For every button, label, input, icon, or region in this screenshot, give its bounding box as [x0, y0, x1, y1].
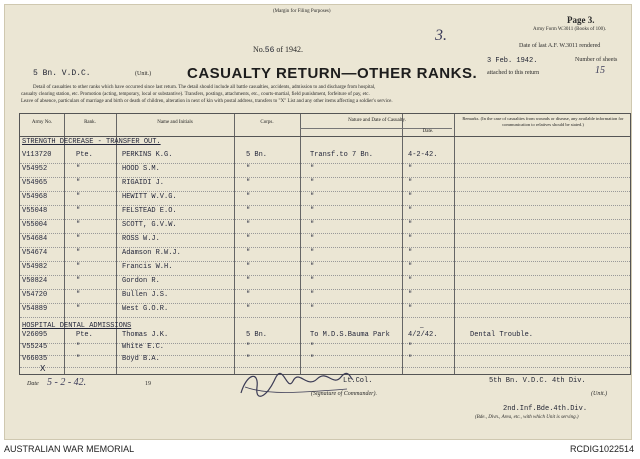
footer-bde-label: (Bde., Divn., Area, etc., with which Unit is serving.) [475, 415, 579, 420]
cell-rank: " [76, 179, 81, 187]
table-row [20, 262, 630, 276]
form-title: CASUALTY RETURN—OTHER RANKS. [187, 65, 478, 82]
cell-nature: " [310, 291, 315, 299]
col-nature: Nature and Date of Casualty. [348, 118, 406, 123]
table-row [20, 206, 630, 220]
unit-label: (Unit.) [135, 71, 152, 77]
cell-nature: " [310, 343, 315, 351]
cell-name: Gordon R. [122, 277, 160, 285]
instructions-line-1: Detail of casualties to other ranks which have occurred since last return. The detail should include all battle casualties, accidents, admission to and discharge from hospital, [33, 85, 376, 90]
instructions-line-2: casualty clearing station, etc. Promotion (acting, temporary, local or substantive). Transfers, postings, attachments, etc., courts-martial, field punishment, forfeiture of pay, etc. [21, 92, 370, 97]
table-row [20, 192, 630, 206]
table-row [20, 276, 630, 290]
cell-corps: " [246, 277, 251, 285]
cell-rank: " [76, 249, 81, 257]
cell-nature: " [310, 165, 315, 173]
cell-date: " [408, 355, 413, 363]
cell-rank: " [76, 291, 81, 299]
commander-rank: Lt.Col. [343, 377, 373, 385]
cell-army-no: V54952 [22, 165, 48, 173]
table-row [20, 220, 630, 234]
table-row [20, 164, 630, 178]
cell-name: HEWITT W.V.G. [122, 193, 177, 201]
cell-army-no: V54965 [22, 179, 48, 187]
footer-bde-value: 2nd.Inf.Bde.4th.Div. [503, 405, 588, 413]
form-sheet [4, 4, 632, 440]
cell-date: " [408, 263, 413, 271]
table-row [20, 248, 630, 262]
cell-date: " [408, 277, 413, 285]
cell-name: Adamson R.W.J. [122, 249, 181, 257]
footer-year-prefix: 19 [145, 381, 151, 387]
cell-army-no: V55245 [22, 343, 48, 351]
handwritten-number: 3. [435, 27, 447, 44]
cell-nature: " [310, 277, 315, 285]
cell-corps: " [246, 291, 251, 299]
cell-name: PERKINS K.G. [122, 151, 173, 159]
casualty-table [19, 113, 631, 375]
cell-date: " [408, 193, 413, 201]
cell-date: " [408, 179, 413, 187]
cell-corps: " [246, 305, 251, 313]
cell-nature: " [310, 179, 315, 187]
cell-remarks: Dental Trouble. [470, 331, 534, 339]
cell-rank: " [76, 207, 81, 215]
section-hospital: HOSPITAL DENTAL ADMISSIONS [22, 322, 132, 330]
section-transfer-out: STRENGTH DECREASE - TRANSFER OUT. [22, 138, 161, 146]
cell-nature: To M.D.S.Bauma Park [310, 331, 390, 339]
margin-note: (Margin for Filing Purposes) [273, 9, 331, 14]
cell-nature: " [310, 221, 315, 229]
cell-nature: " [310, 263, 315, 271]
cell-name: White E.C. [122, 343, 165, 351]
instructions-line-3: Leave of absence, particulars of marriage and birth or death of children, alteration in next of kin with postal address, transfers to "X" List and any other items affecting a soldier's service. [21, 99, 393, 104]
cell-date: " [408, 291, 413, 299]
table-row [20, 304, 630, 318]
footer-unit-label: (Unit.) [591, 391, 608, 397]
row-rule [20, 317, 630, 318]
cell-rank: " [76, 165, 81, 173]
cell-nature: " [310, 249, 315, 257]
cell-rank: Pte. [76, 331, 93, 339]
unit-value: 5 Bn. V.D.C. [33, 69, 91, 78]
cell-date: 4/2/42. [408, 331, 438, 339]
cell-corps: 5 Bn. [246, 331, 268, 339]
cell-rank: " [76, 263, 81, 271]
table-row [20, 354, 630, 368]
cell-name: Thomas J.K. [122, 331, 169, 339]
sheets-value: 15 [595, 65, 605, 76]
cell-corps: " [246, 207, 251, 215]
table-row [20, 150, 630, 164]
cell-army-no: V55048 [22, 207, 48, 215]
end-mark: X [40, 364, 46, 374]
cell-date: 4-2-42. [408, 151, 438, 159]
cell-date: " [408, 305, 413, 313]
cell-army-no: V54968 [22, 193, 48, 201]
footer-date-value: 5 - 2 - 42. [47, 377, 87, 388]
cell-rank: " [76, 355, 81, 363]
cell-corps: 5 Bn. [246, 151, 268, 159]
footer-unit-value: 5th Bn. V.D.C. 4th Div. [489, 377, 586, 385]
table-row [20, 178, 630, 192]
caption-bar [0, 440, 640, 459]
cell-nature: " [310, 193, 315, 201]
col-army-no: Army No. [31, 120, 53, 125]
cell-army-no: V66035 [22, 355, 48, 363]
cell-nature: " [310, 235, 315, 243]
cell-nature: " [310, 207, 315, 215]
cell-name: SCOTT, G.V.W. [122, 221, 177, 229]
cell-rank: " [76, 305, 81, 313]
section-hospital-marker: — [420, 324, 424, 331]
cell-army-no: V26095 [22, 331, 48, 339]
attached-label: attached to this return [487, 70, 540, 76]
cell-name: FELSTEAD E.O. [122, 207, 177, 215]
cell-army-no: V54982 [22, 263, 48, 271]
sheets-label: Number of sheets [575, 57, 618, 63]
col-remarks: Remarks. (In the case of casualties from wounds or disease, any available information for communication to relatives should be stated.) [462, 116, 624, 127]
return-number: No.56 of 1942. [253, 45, 304, 55]
page-label: Page 3. [567, 15, 595, 25]
cell-army-no: V54684 [22, 235, 48, 243]
form-label: Army Form W.3011 (Books of 100). [533, 27, 607, 32]
last-return-date-value: 3 Feb. 1942. [487, 57, 538, 65]
cell-rank: " [76, 277, 81, 285]
cell-corps: " [246, 249, 251, 257]
footer-date-label: Date [27, 381, 39, 387]
cell-nature: Transf.to 7 Bn. [310, 151, 374, 159]
cell-name: Bullen J.S. [122, 291, 169, 299]
cell-army-no: V50824 [22, 277, 48, 285]
col-rank: Rank. [84, 120, 96, 125]
cell-name: RIGAIDI J. [122, 179, 165, 187]
cell-rank: Pte. [76, 151, 93, 159]
cell-date: " [408, 249, 413, 257]
cell-rank: " [76, 193, 81, 201]
cell-army-no: V54889 [22, 305, 48, 313]
table-row [20, 290, 630, 304]
cell-name: Francis W.H. [122, 263, 173, 271]
cell-corps: " [246, 343, 251, 351]
cell-date: " [408, 235, 413, 243]
cell-name: West G.O.R. [122, 305, 169, 313]
cell-date: " [408, 343, 413, 351]
last-return-date-label: Date of last A.F. W.3011 rendered [519, 43, 601, 49]
cell-corps: " [246, 355, 251, 363]
cell-corps: " [246, 179, 251, 187]
cell-corps: " [246, 235, 251, 243]
table-row [20, 234, 630, 248]
cell-army-no: V54720 [22, 291, 48, 299]
cell-date: " [408, 221, 413, 229]
cell-date: " [408, 165, 413, 173]
cell-corps: " [246, 193, 251, 201]
cell-army-no: V55004 [22, 221, 48, 229]
cell-name: ROSS W.J. [122, 235, 160, 243]
cell-army-no: V54674 [22, 249, 48, 257]
col-name: Name and Initials [157, 120, 193, 125]
cell-rank: " [76, 343, 81, 351]
cell-corps: " [246, 263, 251, 271]
cell-name: Boyd B.A. [122, 355, 160, 363]
cell-date: " [408, 207, 413, 215]
caption-right: RCDIG1022514 [569, 444, 634, 454]
caption-left: AUSTRALIAN WAR MEMORIAL [4, 444, 135, 454]
signature-label: (Signature of Commander). [311, 391, 377, 397]
cell-nature: " [310, 305, 315, 313]
cell-name: HOOD S.M. [122, 165, 160, 173]
cell-rank: " [76, 235, 81, 243]
col-corps: Corps. [260, 120, 274, 125]
cell-army-no: V113720 [22, 151, 52, 159]
cell-nature: " [310, 355, 315, 363]
col-date: Date. [422, 129, 434, 134]
cell-corps: " [246, 221, 251, 229]
cell-rank: " [76, 221, 81, 229]
cell-corps: " [246, 165, 251, 173]
